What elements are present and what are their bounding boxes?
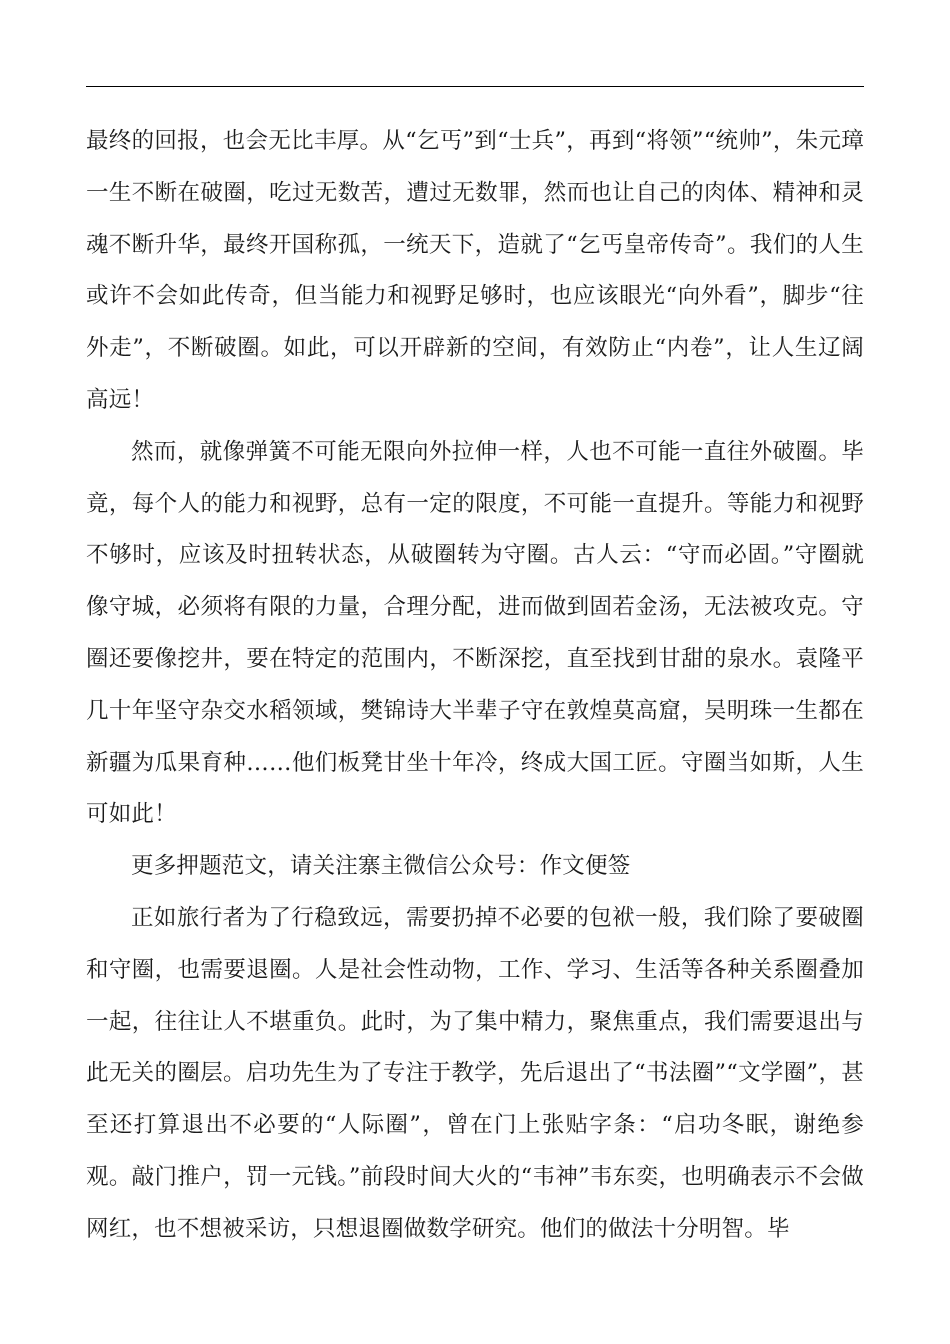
paragraph-leaving-circle: 正如旅行者为了行稳致远，需要扔掉不必要的包袱一般，我们除了要破圈和守圈，也需要退圈。人是社会性动物，工作、学习、生活等各种关系圈叠加一起，往往让人不堪重负。此时，为了集中精力，聚焦重点，我们需要退出与此无关的圈层。启功先生为了专注于教学，先后退出了“书法圈”“文学圈”，甚至还打算退出不必要的“人际圈”，曾在门上张贴字条：“启功冬眠，谢绝参观。敲门推户，罚一元钱。”前段时间大火的“韦神”韦东奕，也明确表示不会做网红，也不想被采访，只想退圈做数学研究。他们的做法十分明智。毕: [86, 904, 864, 1242]
document-body: [86, 116, 864, 1256]
paragraph-promo-note: 更多押题范文，请关注寨主微信公众号：作文便签: [131, 853, 631, 880]
paragraph-breaking-circle-conclusion: 最终的回报，也会无比丰厚。从“乞丐”到“士兵”，再到“将领”“统帅”，朱元璋一生不断在破圈，吃过无数苦，遭过无数罪，然而也让自己的肉体、精神和灵魂不断升华，最终开国称孤，一统天下，造就了“乞丐皇帝传奇”。我们的人生或许不会如此传奇，但当能力和视野足够时，也应该眼光“向外看”，脚步“往外走”，不断破圈。如此，可以开辟新的空间，有效防止“内卷”，让人生辽阔高远！: [86, 128, 864, 413]
paragraph-keeping-circle: 然而，就像弹簧不可能无限向外拉伸一样，人也不可能一直往外破圈。毕竟，每个人的能力和视野，总有一定的限度，不可能一直提升。等能力和视野不够时，应该及时扭转状态，从破圈转为守圈。古人云：“守而必固。”守圈就像守城，必须将有限的力量，合理分配，进而做到固若金汤，无法被攻克。守圈还要像挖井，要在特定的范围内，不断深挖，直至找到甘甜的泉水。袁隆平几十年坚守杂交水稻领域，樊锦诗大半辈子守在敦煌莫高窟，吴明珠一生都在新疆为瓜果育种……他们板凳甘坐十年冷，终成大国工匠。守圈当如斯，人生可如此！: [86, 438, 864, 828]
header-rule: [86, 86, 864, 87]
